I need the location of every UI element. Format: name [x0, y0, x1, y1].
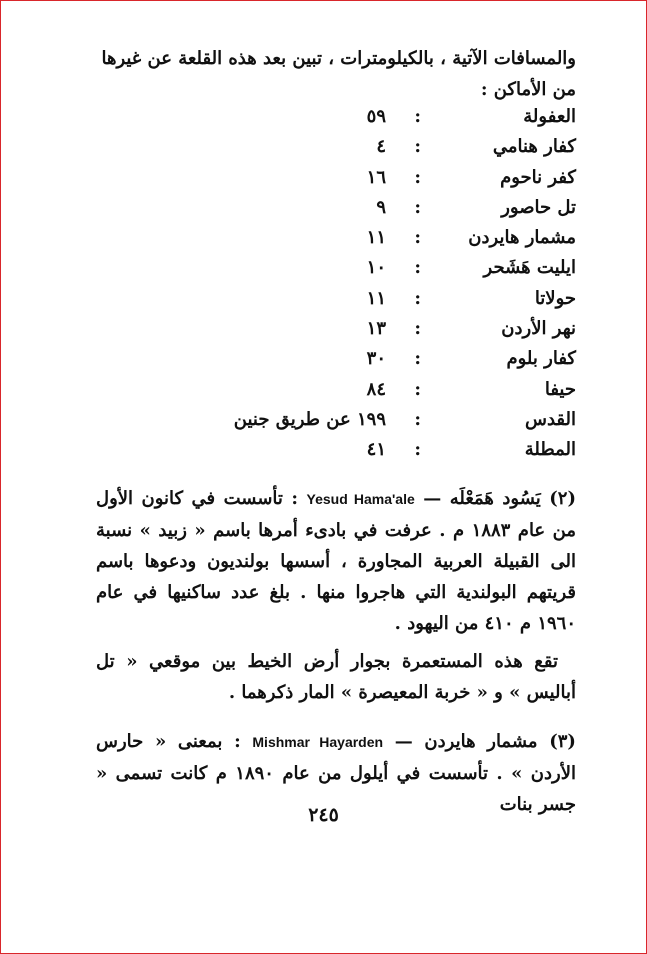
distance-place: حيفا [544, 378, 576, 400]
distance-colon: : [414, 348, 421, 370]
distance-colon: : [414, 257, 421, 279]
distance-row [96, 225, 576, 255]
distance-row [96, 346, 576, 376]
distance-table [96, 104, 576, 468]
intro-paragraph: والمسافات الآتية ، بالكيلومترات ، تبين بعد هذه القلعة عن غيرها من الأماكن : [101, 48, 576, 100]
distance-place: حولاتا [534, 287, 576, 309]
distance-value: ٨٤ [366, 378, 386, 400]
distance-place: العفولة [523, 106, 576, 127]
distance-value: ١٩٩ عن طريق جنين [233, 408, 386, 430]
distance-colon: : [414, 136, 421, 158]
distance-value: ٥٩ [366, 106, 386, 127]
distance-value: ٣٠ [366, 348, 386, 370]
distance-place: المطلة [524, 439, 576, 461]
distance-place: نهر الأردن [501, 318, 576, 340]
section-3-body: : بمعنى « حارس الأردن » . تأسست في أيلول من عام ١٨٩٠ م كانت تسمى « جسر بنات [96, 731, 576, 815]
distance-value: ١١ [366, 227, 386, 249]
section-2-body: : تأسست في كانون الأول من عام ١٨٨٣ م . عرفت في بادىء أمرها باسم « زبيد » نسبة الى القبيلة العربية المجاورة ، أسسها بولنديون ودعوها باسم قريتهم البولندية التي هاجروا منها . بلغ عدد ساكنيها في عام ١٩٦٠ م ٤١٠ من اليهود . [96, 488, 576, 634]
distance-place: كفر ناحوم [500, 166, 576, 188]
distance-colon: : [414, 318, 421, 340]
distance-value: ٤ [376, 136, 386, 158]
section-2-dash: — [423, 488, 442, 509]
distance-value: ٩ [376, 196, 386, 218]
section-2-number: (٢) [549, 488, 576, 509]
distance-value: ١١ [366, 287, 386, 309]
distance-colon: : [414, 166, 421, 188]
distance-row [96, 195, 576, 225]
distance-colon: : [414, 439, 421, 461]
section-2-title-latin: Yesud Hama'ale [306, 491, 415, 507]
distance-place: كفار بلوم [506, 348, 576, 370]
distance-row [96, 286, 576, 316]
distance-value: ١٣ [366, 318, 386, 340]
section-3-dash: — [394, 731, 413, 752]
distance-place: كفار هنامي [492, 136, 576, 158]
distance-row [96, 437, 576, 467]
distance-colon: : [414, 106, 421, 127]
distance-place: القدس [524, 408, 576, 430]
distance-value: ١٦ [366, 166, 386, 188]
distance-row [96, 407, 576, 437]
distance-colon: : [414, 378, 421, 400]
page-number: ٢٤٥ [308, 804, 339, 826]
distance-value: ٤١ [366, 439, 386, 461]
distance-place: مشمار هايردن [468, 227, 576, 249]
section-3-title-latin: Mishmar Hayarden [252, 734, 384, 750]
section-3-title-arabic: مشمار هايردن [424, 731, 538, 752]
distance-colon: : [414, 408, 421, 430]
distance-row [96, 134, 576, 164]
distance-place: تل حاصور [501, 196, 576, 218]
distance-colon: : [414, 196, 421, 218]
distance-row [96, 104, 576, 134]
distance-colon: : [414, 287, 421, 309]
distance-value: ١٠ [366, 257, 386, 279]
paragraph-3: تقع هذه المستعمرة بجوار أرض الخيط بين موقعي « تل أباليس » و « خربة المعيصرة » المار ذكرهما . [96, 651, 576, 703]
section-2-title-arabic: يَسُود هَمَعْلَه [449, 488, 541, 509]
distance-place: ايليت هَشَحر [483, 257, 576, 279]
distance-row [96, 316, 576, 346]
distance-row [96, 255, 576, 285]
section-3-number: (٣) [549, 731, 576, 752]
distance-row [96, 377, 576, 407]
section-2-paragraph [96, 483, 576, 639]
distance-row [96, 165, 576, 195]
distance-colon: : [414, 227, 421, 249]
